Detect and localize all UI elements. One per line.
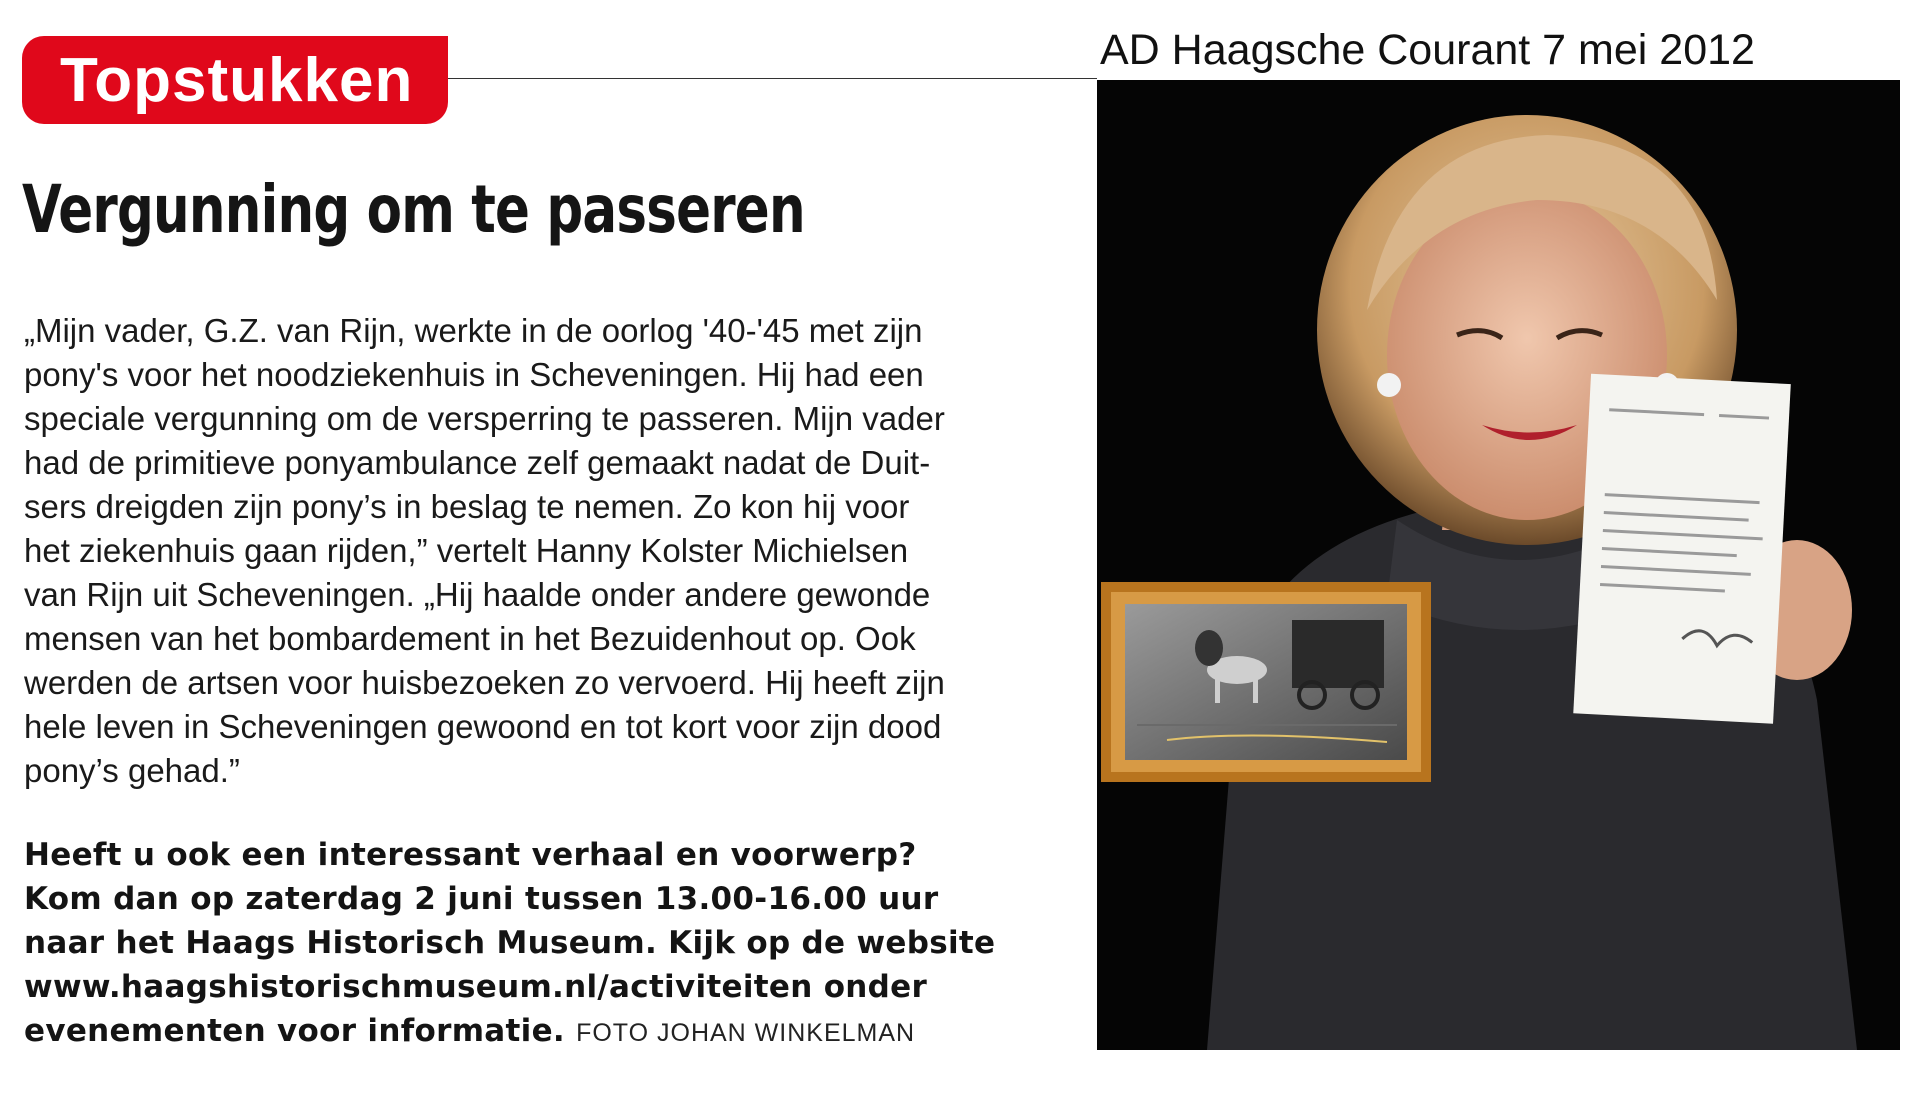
cta-line: naar het Haags Historisch Museum. Kijk op de website [24,925,996,961]
cta-line: Heeft u ook een interessant verhaal en voorwerp? [24,837,917,873]
body-line: werden de artsen voor huisbezoeken zo vervoerd. Hij heeft zijn [24,664,945,701]
cta-line-text: evenementen voor informatie. [24,1013,565,1049]
cta-line-last [24,1009,1084,1055]
body-line: het ziekenhuis gaan rijden,” vertelt Hanny Kolster Michielsen [24,532,909,569]
headline: Vergunning om te passeren [22,171,805,248]
source-caption: AD Haagsche Courant 7 mei 2012 [1100,26,1755,74]
body-line: mensen van het bombardement in het Bezuidenhout op. Ook [24,620,916,657]
call-to-action [24,833,1084,1055]
portrait-photo [1097,80,1900,1050]
header-rule [440,78,1097,79]
body-line: hele leven in Scheveningen gewoond en tot kort voor zijn dood [24,708,942,745]
article-body [24,309,1059,793]
body-line: „Mijn vader, G.Z. van Rijn, werkte in de oorlog '40-'45 met zijn [24,312,923,349]
section-badge: Topstukken [22,36,448,124]
body-line: van Rijn uit Scheveningen. „Hij haalde onder andere gewonde [24,576,931,613]
body-line: pony’s gehad.” [24,752,240,789]
body-line: sers dreigden zijn pony’s in beslag te nemen. Zo kon hij voor [24,488,910,525]
cta-line: www.haagshistorischmuseum.nl/activiteiten onder [24,969,928,1005]
body-line: had de primitieve ponyambulance zelf gemaakt nadat de Duit- [24,444,931,481]
photo-credit: FOTO JOHAN WINKELMAN [576,1019,916,1047]
body-line: speciale vergunning om de versperring te passeren. Mijn vader [24,400,945,437]
body-line: pony's voor het noodziekenhuis in Scheveningen. Hij had een [24,356,924,393]
portrait-illustration [1097,80,1900,1050]
cta-line: Kom dan op zaterdag 2 juni tussen 13.00-16.00 uur [24,881,939,917]
